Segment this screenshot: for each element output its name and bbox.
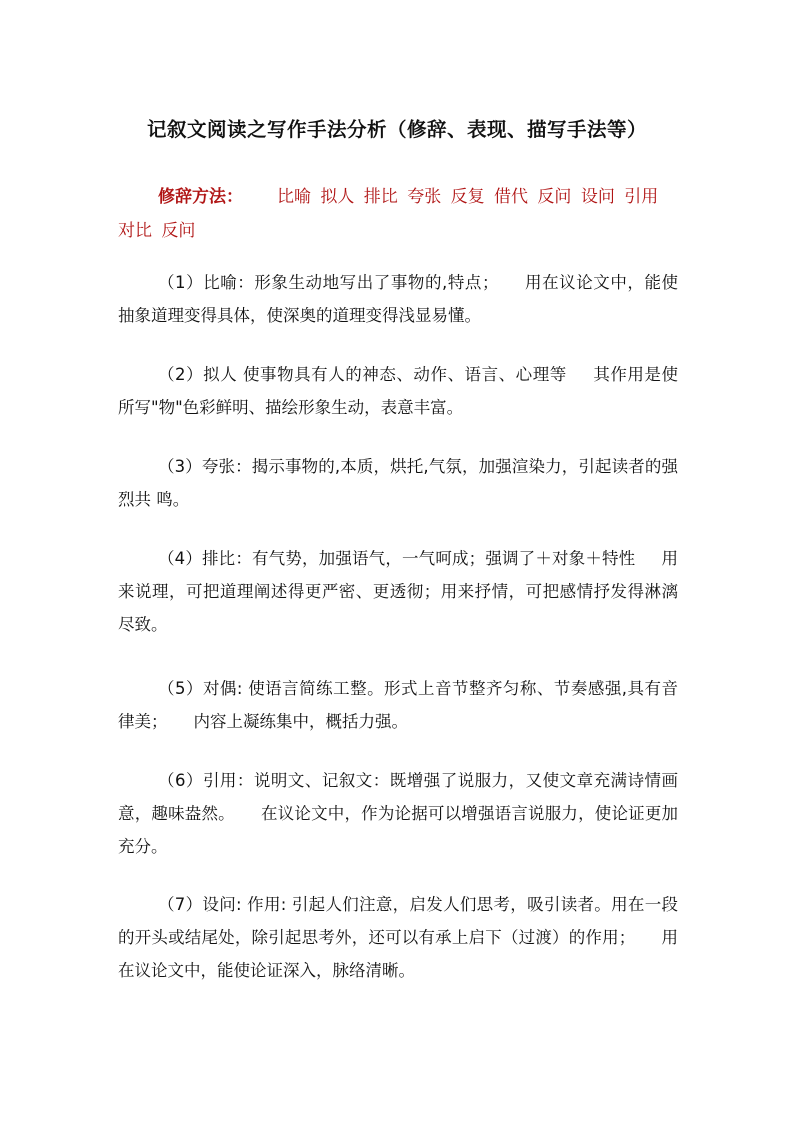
page-title: 记叙文阅读之写作手法分析（修辞、表现、描写手法等）	[146, 118, 647, 141]
item-number: （7）	[158, 895, 203, 914]
item-text: 设问: 作用: 引起人们注意，启发人们思考，吸引读者。	[202, 895, 612, 914]
item-number: （3）	[158, 457, 202, 476]
item-text: 用在一段的开头或结尾处，除引起思考外，还可以有承上启下（过渡）的作用；	[118, 895, 679, 947]
item-text: 夸张：揭示事物的,本质，烘托,气氛，加强渲染力，引起读者的强烈共 鸣。	[118, 457, 678, 509]
item-personification	[118, 358, 678, 424]
methods-label: 修辞方法：	[158, 187, 243, 207]
item-text: 用在议论文中，能使论证深入，脉络清晰。	[118, 928, 679, 980]
item-text: 用在议论文中，能使抽象道理变得具体，使深奥的道理变得浅显易懂。	[118, 273, 679, 325]
methods-list: 比喻 拟人 排比 夸张 反复 借代 反问 设问 引用 对比 反问	[118, 187, 659, 241]
item-text: 其作用是使所写"物"色彩鲜明、描绘形象生动，表意丰富。	[118, 365, 679, 417]
rhetoric-methods	[118, 180, 678, 248]
item-text: 排比：有气势，加强语气，一气呵成；强调了＋对象＋特性	[202, 549, 636, 568]
item-number: （1）	[158, 273, 204, 292]
item-number: （2）	[158, 365, 204, 384]
item-text: 用来说理，可把道理阐述得更严密、更透彻；用来抒情，可把感情抒发得淋漓尽致。	[118, 549, 679, 634]
item-rhetorical-question	[118, 888, 678, 987]
item-text: 对偶: 使语言简练工整。形式上音节整齐匀称、节奏感强,具有音律美；	[118, 679, 678, 731]
item-text: 在议论文中，作为论据可以增强语言说服力，使论证更加充分。	[118, 804, 678, 856]
item-text: 比喻：形象生动地写出了事物的,特点；	[203, 273, 499, 292]
item-number: （6）	[158, 771, 203, 790]
item-quotation	[118, 764, 678, 863]
item-parallelism	[118, 542, 678, 641]
item-text: 拟人 使事物具有人的神态、动作、语言、心理等	[203, 365, 567, 384]
item-text: 引用：说明文、记叙文：既增强了说服力，又使文章充满诗情画意，趣味盎然。	[118, 771, 679, 823]
item-metaphor	[118, 266, 678, 332]
item-antithesis	[118, 672, 678, 738]
item-exaggeration	[118, 450, 678, 516]
item-text: 内容上凝练集中，概括力强。	[193, 712, 408, 731]
item-number: （4）	[158, 549, 202, 568]
item-number: （5）	[158, 679, 203, 698]
